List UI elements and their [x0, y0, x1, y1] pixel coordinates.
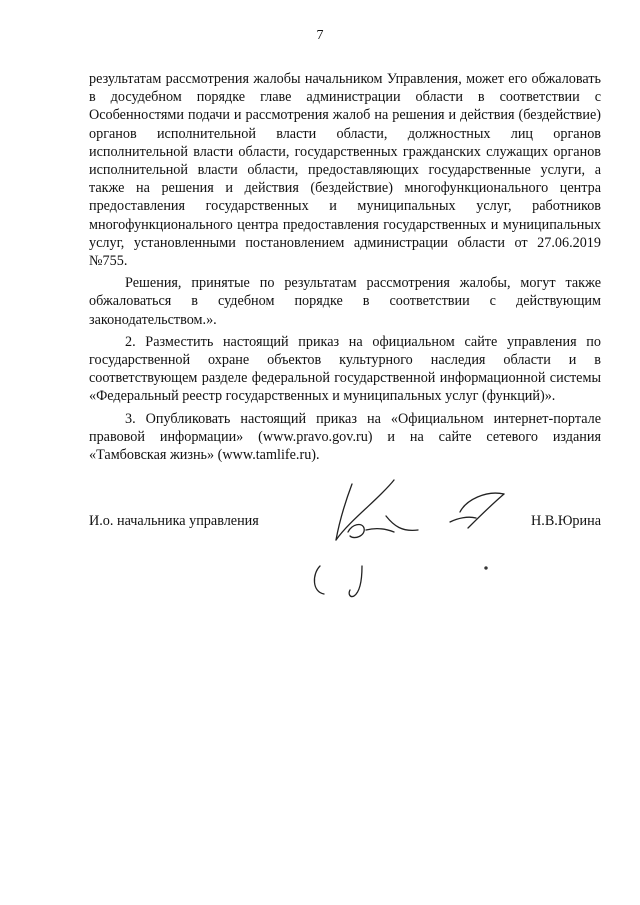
document-body [89, 70, 601, 464]
paragraph-court-appeal: Решения, принятые по результатам рассмотрения жалобы, могут также обжаловаться в судебном порядке в соответствии с действующим законодательством.». [89, 275, 601, 328]
signatory-name: Н.В.Юрина [531, 513, 601, 529]
page-number: 7 [316, 28, 324, 43]
paragraph-continuation: результатам рассмотрения жалобы начальником Управления, может его обжаловать в досудебном порядке главе администрации области в соответствии с Особенностями подачи и рассмотрения жалоб на решения и действия (бездействие) органов исполнительной власти области, должностных лиц органов исполнительной власти области, государственных гражданских служащих органов исполнительной власти области, предоставляющих государственные услуги, а также на решения и действия (бездействие) многофункционального центра предоставления государственных и муниципальных услуг, работников многофункционального центра предоставления государственных и муниципальных услуг, установленными постановлением администрации области от 27.06.2019 №755. [89, 71, 601, 270]
paragraph-item-3: 3. Опубликовать настоящий приказ на «Официальном интернет-портале правовой информации» (www.pravo.gov.ru) и на сайте сетевого издания «Тамбовская жизнь» (www.tamlife.ru). [89, 410, 601, 464]
handwritten-signature [290, 470, 530, 610]
paragraph-item-2: 2. Разместить настоящий приказ на официальном сайте управления по государственной охране объектов культурного наследия области и в соответствующем разделе федеральной государственной информационной системы «Федеральный реестр государственных и муниципальных услуг (функций)». [89, 333, 601, 405]
signatory-position: И.о. начальника управления [89, 513, 259, 529]
